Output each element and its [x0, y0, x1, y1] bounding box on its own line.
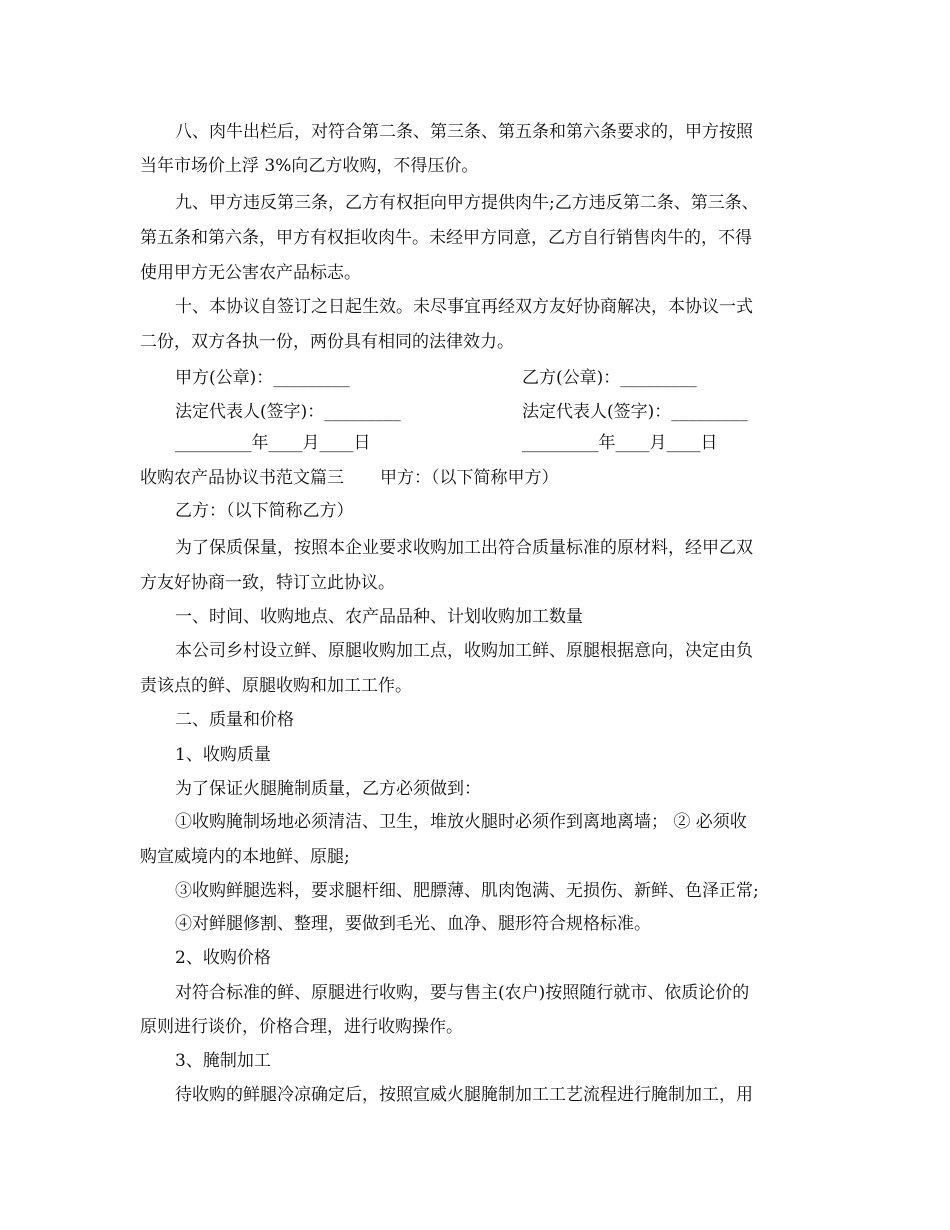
item-1-line-2: 责该点的鲜、原腿收购和加工工作。 — [140, 676, 412, 696]
party-b-representative-line: 法定代表人(签字)：_________ — [522, 402, 748, 422]
party-a-definition: 甲方：（以下简称甲方） — [380, 468, 559, 488]
intro-line-2: 方友好协商一致，特订立此协议。 — [140, 573, 395, 593]
party-a-date-line: _________年____月____日 — [175, 433, 371, 453]
party-a-representative-line: 法定代表人(签字)：_________ — [175, 402, 401, 422]
item-2-title: 二、质量和价格 — [175, 710, 294, 730]
clause-10-line-1: 十、本协议自签订之日起生效。未尽事宜再经双方友好协商解决，本协议一式 — [175, 297, 753, 317]
party-b-date-line: _________年____月____日 — [522, 433, 718, 453]
party-b-definition: 乙方：（以下简称乙方） — [175, 501, 354, 521]
clause-9-line-3: 使用甲方无公害农产品标志。 — [140, 263, 361, 283]
intro-line-1: 为了保质保量，按照本企业要求收购加工出符合质量标准的原材料，经甲乙双 — [175, 538, 753, 558]
party-b-seal-line: 乙方(公章)：_________ — [522, 368, 697, 388]
requirement-3: ③收购鲜腿选料，要求腿杆细、肥膘薄、肌肉饱满、无损伤、新鲜、色泽正常; — [175, 881, 759, 901]
requirement-1-line-1: ①收购腌制场地必须清洁、卫生，堆放火腿时必须作到离地离墙； ② 必须收 — [175, 812, 747, 832]
requirement-1-line-2: 购宣威境内的本地鲜、原腿; — [140, 847, 350, 867]
item-2-3-line-1: 待收购的鲜腿冷凉确定后，按照宣威火腿腌制加工工艺流程进行腌制加工，用 — [175, 1085, 753, 1105]
item-2-1-title: 1、收购质量 — [175, 745, 271, 765]
item-2-2-line-2: 原则进行谈价，价格合理，进行收购操作。 — [140, 1017, 463, 1037]
item-2-3-title: 3、腌制加工 — [175, 1051, 271, 1071]
item-2-2-title: 2、收购价格 — [175, 948, 271, 968]
party-a-seal-line: 甲方(公章)：_________ — [175, 368, 350, 388]
item-2-1-intro: 为了保证火腿腌制质量，乙方必须做到： — [175, 779, 481, 799]
clause-8-line-2: 当年市场价上浮 3%向乙方收购，不得压价。 — [140, 156, 479, 176]
item-2-2-line-1: 对符合标准的鲜、原腿进行收购，要与售主(农户)按照随行就市、依质论价的 — [175, 983, 750, 1003]
item-1-line-1: 本公司乡村设立鲜、原腿收购加工点，收购加工鲜、原腿根据意向，决定由负 — [175, 641, 753, 661]
clause-8-line-1: 八、肉牛出栏后，对符合第二条、第三条、第五条和第六条要求的，甲方按照 — [175, 122, 753, 142]
section-3-title: 收购农产品协议书范文篇三 — [140, 468, 344, 488]
clause-9-line-1: 九、甲方违反第三条，乙方有权拒向甲方提供肉牛;乙方违反第二条、第三条、 — [175, 193, 759, 213]
item-1-title: 一、时间、收购地点、农产品品种、计划收购加工数量 — [175, 607, 583, 627]
requirement-4: ④对鲜腿修割、整理，要做到毛光、血净、腿形符合规格标准。 — [175, 914, 651, 934]
clause-10-line-2: 二份，双方各执一份，两份具有相同的法律效力。 — [140, 332, 514, 352]
clause-9-line-2: 第五条和第六条，甲方有权拒收肉牛。未经甲方同意，乙方自行销售肉牛的，不得 — [140, 228, 752, 248]
section-3-heading-line — [140, 468, 559, 488]
